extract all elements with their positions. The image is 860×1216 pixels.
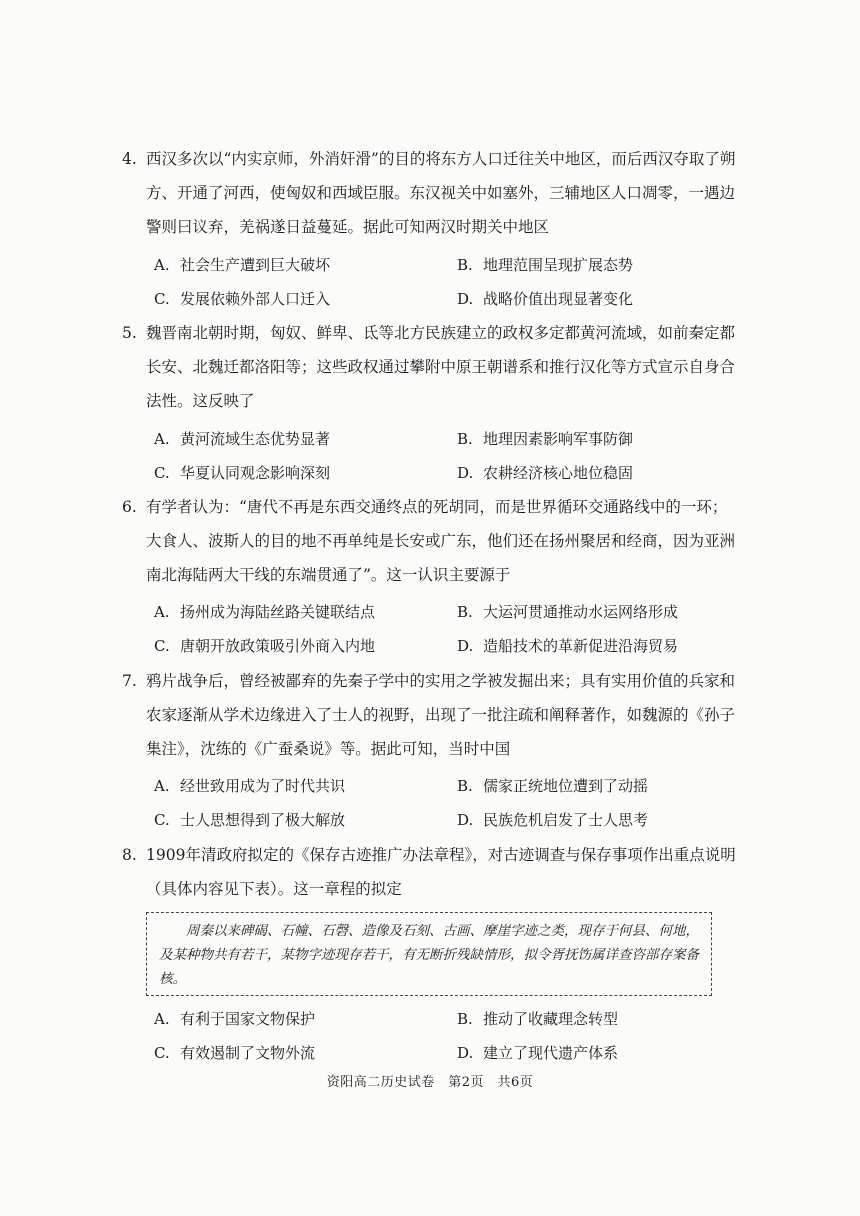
option-row — [154, 1008, 754, 1032]
option-c: C. 士人思想得到了极大解放 — [154, 811, 346, 829]
option-c: C. 华夏认同观念影响深刻 — [154, 464, 331, 482]
option-b: B. 地理范围呈现扩展态势 — [457, 256, 634, 274]
option-a: A. 经世致用成为了时代共识 — [154, 777, 346, 795]
question-7 — [122, 664, 742, 766]
option-row — [154, 254, 754, 278]
option-row — [154, 462, 754, 486]
option-a: A. 黄河流域生态优势显著 — [154, 430, 331, 448]
question-4 — [122, 142, 742, 244]
option-row — [154, 428, 754, 452]
option-a: A. 社会生产遭到巨大破坏 — [154, 256, 331, 274]
question-number: 7. — [122, 672, 137, 690]
option-c: C. 有效遏制了文物外流 — [154, 1044, 316, 1062]
option-b: B. 大运河贯通推动水运网络形成 — [457, 603, 679, 621]
question-8 — [122, 838, 742, 906]
question-stem: 鸦片战争后，曾经被鄙弃的先秦子学中的实用之学被发掘出来；具有实用价值的兵家和农家逐渐从学术边缘进入了士人的视野，出现了一批注疏和阐释著作，如魏源的《孙子集注》，沈练的《广蚕桑说》等。据此可知，当时中国 — [146, 672, 736, 758]
question-6 — [122, 490, 742, 592]
option-d: D. 农耕经济核心地位稳固 — [457, 464, 634, 482]
option-row — [154, 1042, 754, 1066]
option-d: D. 民族危机启发了士人思考 — [457, 811, 649, 829]
option-row — [154, 288, 754, 312]
excerpt-box: 周秦以来碑碣、石幢、石磬、造像及石刻、古画、摩崖字迹之类，现存于何县、何地，及某种物共有若干，某物字迹现存若干，有无断折残缺情形，拟令胥抚饬属详查咨部存案备核。 — [146, 912, 712, 996]
option-c: C. 发展依赖外部人口迁入 — [154, 290, 331, 308]
option-b: B. 儒家正统地位遭到了动摇 — [457, 777, 649, 795]
option-c: C. 唐朝开放政策吸引外商入内地 — [154, 637, 376, 655]
option-b: B. 推动了收藏理念转型 — [457, 1010, 619, 1028]
page-footer: 资阳高二历史试卷 第2页 共6页 — [326, 1075, 534, 1090]
option-b: B. 地理因素影响军事防御 — [457, 430, 634, 448]
option-d: D. 建立了现代遗产体系 — [457, 1044, 619, 1062]
question-number: 5. — [122, 324, 137, 342]
option-d: D. 战略价值出现显著变化 — [457, 290, 634, 308]
question-stem: 西汉多次以“内实京师，外消奸滑”的目的将东方人口迁往关中地区，而后西汉夺取了朔方、开通了河西，使匈奴和西域臣服。东汉视关中如塞外，三辅地区人口凋零，一遇边警则曰议弃，羌祸遂日益蔓延。据此可知两汉时期关中地区 — [146, 150, 736, 236]
question-number: 8. — [122, 846, 137, 864]
option-row — [154, 775, 754, 799]
question-5 — [122, 316, 742, 418]
question-stem: 魏晋南北朝时期，匈奴、鲜卑、氐等北方民族建立的政权多定都黄河流域，如前秦定都长安、北魏迁都洛阳等；这些政权通过攀附中原王朝谱系和推行汉化等方式宣示自身合法性。这反映了 — [146, 324, 736, 410]
question-number: 4. — [122, 150, 137, 168]
question-number: 6. — [122, 498, 137, 516]
option-a: A. 有利于国家文物保护 — [154, 1010, 316, 1028]
option-a: A. 扬州成为海陆丝路关键联结点 — [154, 603, 376, 621]
option-row — [154, 635, 754, 659]
option-row — [154, 601, 754, 625]
question-stem: 1909年清政府拟定的《保存古迹推广办法章程》，对古迹调查与保存事项作出重点说明（具体内容见下表）。这一章程的拟定 — [146, 846, 736, 898]
option-row — [154, 809, 754, 833]
option-d: D. 造船技术的革新促进沿海贸易 — [457, 637, 679, 655]
question-stem: 有学者认为：“唐代不再是东西交通终点的死胡同，而是世界循环交通路线中的一环；大食人、波斯人的目的地不再单纯是长安或广东，他们还在扬州聚居和经商，因为亚洲南北海陆两大干线的东端贯通了”。这一认识主要源于 — [146, 498, 736, 584]
